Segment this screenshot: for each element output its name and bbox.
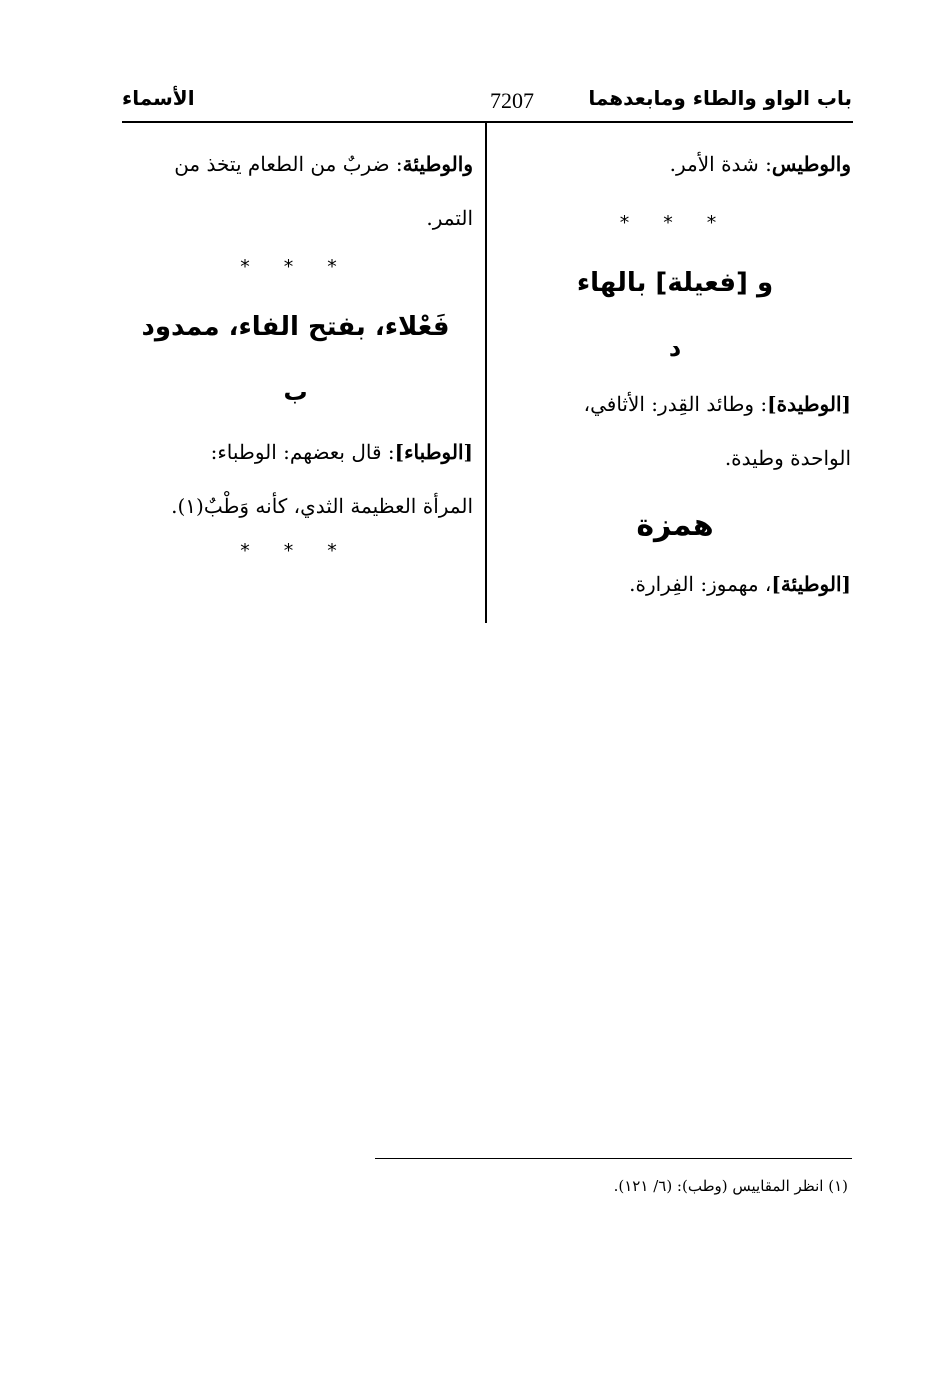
footnote: (١) انظر المقاييس (وطب): (٦/ ١٢١). [613,1177,848,1195]
entry-wateea [499,570,851,598]
entry-wateea-food [118,150,473,178]
letter-heading: ب [283,378,308,406]
entry-wateeda [499,390,851,418]
letter-heading: د [668,334,682,362]
page-header [122,86,852,120]
entry-term: [الوطباء] [394,440,473,464]
entry-watbaa [118,438,473,466]
footnote-rule [375,1158,852,1159]
section-title: الأسماء [122,86,195,110]
entry-definition: : شدة الأمر. [669,152,772,176]
page-number: 7207 [490,88,534,113]
left-column [118,150,473,568]
chapter-title: باب الواو والطاء ومابعدهما [588,86,852,110]
entry-term: [الوطيدة] [767,392,851,416]
entry-term: والوطيئة [402,152,473,176]
entry-continuation: الواحدة وطيدة. [724,446,851,470]
right-column [499,150,851,598]
entry-definition: ، مهموز: الفِرارة. [629,572,772,596]
header-rule [122,121,853,123]
separator-stars: * * * [619,212,731,234]
entry-definition: : وطائد القِدر: الأثافي، [583,392,768,416]
entry-term: والوطيس [771,152,851,176]
entry-continuation: التمر. [426,206,473,230]
separator-stars: * * * [240,540,351,562]
entry-term: [الوطيئة] [771,572,851,596]
entry-definition: : ضربٌ من الطعام يتخذ من [174,152,403,176]
hamza-heading: همزة [636,508,714,543]
entry-wates [499,150,851,178]
column-divider [485,123,487,623]
section-heading: و [فعيلة] بالهاء [576,268,774,298]
separator-stars: * * * [240,256,351,278]
section-heading: فَعْلاء، بفتح الفاء، ممدود [141,312,450,342]
entry-continuation: المرأة العظيمة الثدي، كأنه وَطْبٌ(١). [171,494,473,518]
entry-definition: : قال بعضهم: الوطباء: [210,440,395,464]
